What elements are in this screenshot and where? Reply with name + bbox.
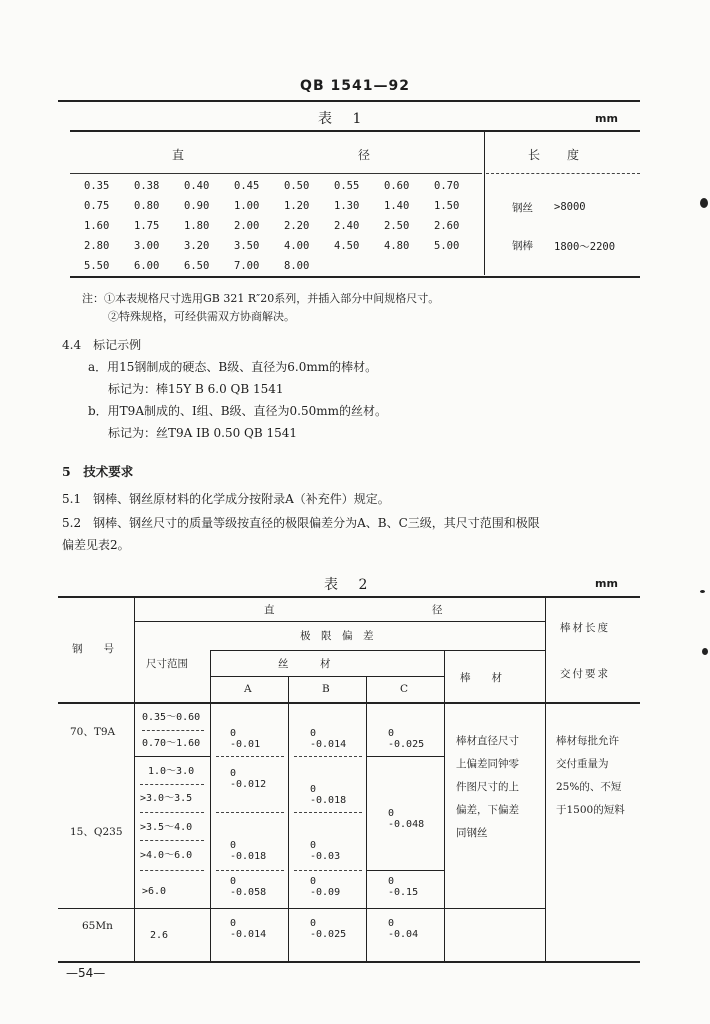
dev-c-row1: 0 -0.025 (388, 728, 425, 750)
table1-divider (484, 130, 485, 275)
table1-head-rule (70, 173, 482, 174)
table1-top-rule (70, 130, 640, 132)
table2-unit: mm (595, 577, 618, 590)
table1-note-2: ②特殊规格，可经供需双方协商解决。 (108, 310, 295, 323)
table-cell: 0.45 (234, 180, 260, 192)
table-cell: 2.80 (84, 240, 110, 252)
table1-bar-label: 钢棒 (512, 240, 533, 252)
range-cell: 0.70～1.60 (142, 738, 201, 749)
table-cell: 0.38 (134, 180, 160, 192)
bar-length-note: 棒材每批允许 交付重量为 25%的、不短 于1500的短料 (556, 735, 625, 816)
scan-speck (700, 590, 705, 593)
example-a-mark: 标记为：棒15Y B 6.0 QB 1541 (108, 382, 284, 396)
table2-head-range: 尺寸范围 (146, 658, 188, 670)
table-cell: 0.70 (434, 180, 460, 192)
table2-head-wire: 丝 材 (278, 658, 331, 670)
table2-col-range (210, 650, 211, 961)
table2-head-rule-3 (210, 676, 444, 677)
range-cell: 0.35～0.60 (142, 712, 201, 723)
table2-head-b: B (322, 683, 330, 695)
bar-deviation-note: 棒材直径尺寸 上偏差同钟零 件图尺寸的上 偏差，下偏差 同钢丝 (456, 735, 519, 839)
table2-caption: 表 2 (324, 577, 376, 593)
table-cell: 2.40 (334, 220, 360, 232)
table-cell: 3.50 (234, 240, 260, 252)
table2-col-length (545, 596, 546, 961)
table2-head-bottom-rule (58, 702, 640, 704)
grade-15-q235: 15、Q235 (70, 826, 123, 838)
range-cell: >3.5～4.0 (140, 822, 193, 833)
example-b: b．用T9A制成的、Ⅰ组、B级、直径为0.50mm的丝材。 (88, 404, 388, 418)
section-4-4-title: 4.4 标记示例 (62, 338, 142, 352)
table2-bottom-rule (58, 961, 640, 963)
dev-b-row4: 0 -0.09 (310, 876, 341, 898)
dev-a-row5: 0 -0.014 (230, 918, 267, 940)
dev-a-row1: 0 -0.01 (230, 728, 261, 750)
table2-head-deviation: 极 限 偏 差 (300, 630, 374, 642)
table-cell: 5.00 (434, 240, 460, 252)
range-divider (140, 870, 204, 871)
dev-b-row5: 0 -0.025 (310, 918, 347, 940)
dev-a-row2: 0 -0.012 (230, 768, 267, 790)
table-cell: 3.20 (184, 240, 210, 252)
table1-head-jing: 径 (358, 148, 371, 162)
page-number: —54— (66, 966, 106, 980)
table-cell: 0.55 (334, 180, 360, 192)
table-cell: 1.20 (284, 200, 310, 212)
table-cell: 4.50 (334, 240, 360, 252)
range-cell: 1.0～3.0 (148, 766, 195, 777)
a-divider (216, 812, 284, 813)
para-5-1: 5.1 钢棒、钢丝原材料的化学成分按附录A（补充件）规定。 (62, 492, 390, 506)
table1-caption: 表 1 (318, 111, 370, 127)
a-divider (216, 870, 284, 871)
table2-col-b (366, 676, 367, 961)
table-cell: 5.50 (84, 260, 110, 272)
table-cell: 0.80 (134, 200, 160, 212)
grade-70-t9a: 70、T9A (70, 726, 116, 738)
table2-head-grade: 钢 号 (72, 643, 114, 655)
table-cell: 6.00 (134, 260, 160, 272)
table-cell: 1.80 (184, 220, 210, 232)
scan-speck (702, 648, 708, 655)
example-b-mark: 标记为：丝T9A ⅠB 0.50 QB 1541 (108, 426, 298, 440)
table-cell: 2.50 (384, 220, 410, 232)
table2-head-rule-2 (210, 650, 545, 651)
dev-c-row5: 0 -0.04 (388, 918, 419, 940)
table-cell: 8.00 (284, 260, 310, 272)
dev-b-row3: 0 -0.03 (310, 840, 341, 862)
table-cell: 0.35 (84, 180, 110, 192)
para-5-2-line1: 5.2 钢棒、钢丝尺寸的质量等级按直径的极限偏差分为A、B、C三级，其尺寸范围和极限 (62, 516, 540, 530)
range-divider (142, 730, 204, 731)
table-cell: 0.90 (184, 200, 210, 212)
range-divider (140, 812, 204, 813)
table-cell: 7.00 (234, 260, 260, 272)
dev-a-row3: 0 -0.018 (230, 840, 267, 862)
table1-head-rule-right (486, 173, 640, 174)
range-cell: >3.0～3.5 (140, 793, 193, 804)
table2-head-a: A (244, 683, 252, 695)
dev-c-row4: 0 -0.15 (388, 876, 419, 898)
table-cell: 2.00 (234, 220, 260, 232)
table-cell: 3.00 (134, 240, 160, 252)
table-cell: 0.75 (84, 200, 110, 212)
table2-col-grade (134, 596, 135, 961)
a-divider (216, 756, 284, 757)
table1-unit: mm (595, 112, 618, 125)
table-cell: 2.20 (284, 220, 310, 232)
table-cell: 1.50 (434, 200, 460, 212)
c-row-rule (366, 870, 444, 871)
table1-head-length: 长 度 (528, 148, 581, 162)
section-5-title: 5 技术要求 (62, 464, 134, 479)
table-cell: 1.00 (234, 200, 260, 212)
table1-bar-length: 1800～2200 (554, 241, 616, 253)
range-divider (140, 840, 204, 841)
range-cell: >4.0～6.0 (140, 850, 193, 861)
table-cell: 0.40 (184, 180, 210, 192)
table-cell: 1.40 (384, 200, 410, 212)
dev-a-row4: 0 -0.058 (230, 876, 267, 898)
table-cell: 0.50 (284, 180, 310, 192)
b-divider (294, 812, 362, 813)
table-cell: 4.80 (384, 240, 410, 252)
table1-wire-label: 钢丝 (512, 202, 533, 214)
table2-col-a (288, 676, 289, 961)
range-divider (140, 784, 204, 785)
range-row-rule (134, 756, 210, 757)
table1-bottom-rule (70, 276, 640, 278)
table2-head-jing: 径 (432, 604, 443, 616)
table2-row-rule-65mn (58, 908, 545, 909)
dev-c-row2: 0 -0.048 (388, 808, 425, 830)
table2-col-bar (444, 650, 445, 961)
scan-speck (700, 198, 708, 208)
table-cell: 4.00 (284, 240, 310, 252)
standard-header: QB 1541—92 (300, 78, 410, 94)
dev-b-row1: 0 -0.014 (310, 728, 347, 750)
table2-top-rule (58, 596, 640, 598)
table-cell: 0.60 (384, 180, 410, 192)
example-a: a．用15钢制成的硬态、B级、直径为6.0mm的棒材。 (88, 360, 378, 374)
table2-head-length-2: 交付要求 (560, 668, 610, 680)
header-rule (58, 100, 640, 102)
table-cell: 1.30 (334, 200, 360, 212)
table-cell: 6.50 (184, 260, 210, 272)
table2-head-zhi: 直 (264, 604, 275, 616)
range-cell: >6.0 (142, 886, 167, 897)
para-5-2-line2: 偏差见表2。 (62, 538, 130, 552)
table-cell: 1.60 (84, 220, 110, 232)
range-cell: 2.6 (150, 930, 169, 941)
table2-head-c: C (400, 683, 409, 695)
table-cell: 2.60 (434, 220, 460, 232)
b-divider (294, 756, 362, 757)
table1-head-zhi: 直 (172, 148, 185, 162)
c-row-rule (366, 756, 444, 757)
table2-head-rule-1 (134, 621, 545, 622)
table-cell: 1.75 (134, 220, 160, 232)
b-divider (294, 870, 362, 871)
table1-wire-length: >8000 (554, 201, 586, 213)
grade-65mn: 65Mn (82, 920, 113, 932)
table2-head-bar: 棒 材 (460, 672, 502, 684)
dev-b-row2: 0 -0.018 (310, 784, 347, 806)
table2-head-length-1: 棒材长度 (560, 622, 610, 634)
table1-note-1: 注：①本表规格尺寸选用GB 321 R″20系列，并插入部分中间规格尺寸。 (82, 292, 440, 305)
